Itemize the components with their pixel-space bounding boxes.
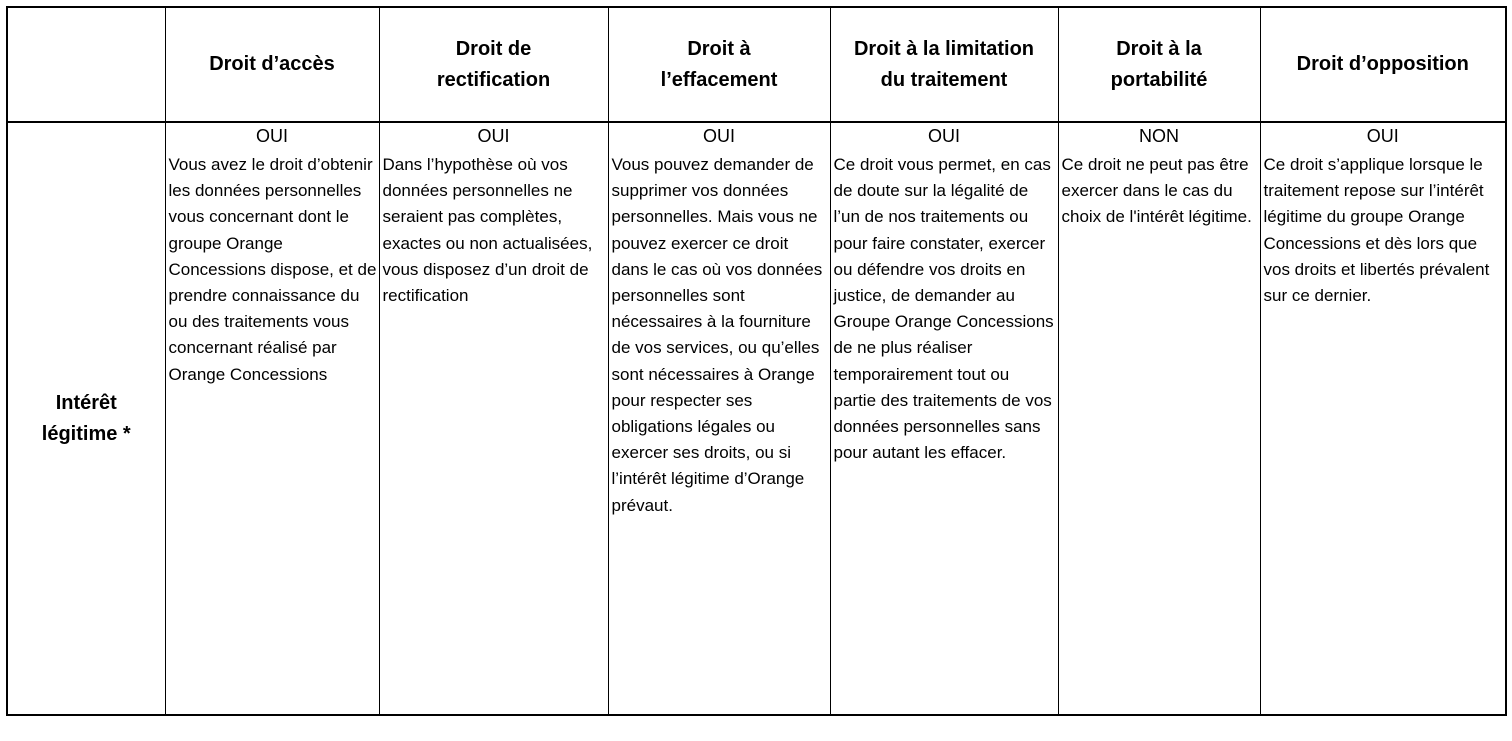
header-droit-portabilite (1058, 7, 1260, 122)
description-droit-effacement (608, 150, 830, 715)
row-label-interet-legitime (7, 122, 165, 715)
header-droit-opposition: Droit d’opposition (1260, 7, 1506, 122)
description-droit-opposition (1260, 150, 1506, 715)
corner-cell (7, 7, 165, 122)
description-droit-rectification (379, 150, 608, 715)
description-droit-rectification-text: Dans l’hypothèse où vos données personnelles ne seraient pas complètes, exactes ou non actualisées, vous disposez d’un droit de rectification (382, 155, 593, 306)
header-droit-effacement-text: Droit à l’effacement (660, 37, 778, 91)
header-droit-effacement (608, 7, 830, 122)
description-droit-opposition-text: Ce droit s’applique lorsque le traitement repose sur l’intérêt légitime du groupe Orange Concessions et dès lors que vos droits et libertés prévalent sur ce dernier. (1263, 155, 1490, 306)
descriptions-row (7, 150, 1506, 715)
header-droit-portabilite-text: Droit à la portabilité (1110, 37, 1208, 91)
value-droit-effacement: OUI (608, 122, 830, 150)
value-droit-opposition: OUI (1260, 122, 1506, 150)
header-droit-rectification (379, 7, 608, 122)
rights-table (6, 6, 1507, 716)
values-row (7, 122, 1506, 150)
value-droit-limitation: OUI (830, 122, 1058, 150)
value-droit-portabilite: NON (1058, 122, 1260, 150)
description-droit-portabilite-text: Ce droit ne peut pas être exercer dans le cas du choix de l'intérêt légitime. (1061, 155, 1252, 227)
description-droit-limitation-text: Ce droit vous permet, en cas de doute sur la légalité de l’un de nos traitements ou pour faire constater, exercer ou défendre vos droits en justice, de demander au Groupe Orange Concessions de ne plus réaliser temporairement tout ou partie des traitements de vos données personnelles sans pour autant les effacer. (833, 155, 1054, 463)
header-droit-acces: Droit d’accès (165, 7, 379, 122)
description-droit-acces (165, 150, 379, 715)
description-droit-portabilite (1058, 150, 1260, 715)
header-droit-limitation-text: Droit à la limitation du traitement (853, 37, 1035, 91)
row-label-text: Intérêt légitime * (41, 391, 131, 445)
header-droit-limitation (830, 7, 1058, 122)
description-droit-acces-text: Vous avez le droit d’obtenir les données personnelles vous concernant dont le groupe Orange Concessions dispose, et de prendre connaissance du ou des traitements vous concernant réalisé par Orange Concessions (168, 155, 377, 384)
description-droit-effacement-text: Vous pouvez demander de supprimer vos données personnelles. Mais vous ne pouvez exercer ce droit dans le cas où vos données personnelles sont nécessaires à la fourniture de vos services, ou qu’elles sont nécessaires à Orange pour respecter ses obligations légales ou exercer ses droits, ou si l’intérêt légitime d’Orange prévaut. (611, 155, 823, 515)
rights-table-container (6, 6, 1507, 716)
header-row (7, 7, 1506, 122)
description-droit-limitation (830, 150, 1058, 715)
value-droit-rectification: OUI (379, 122, 608, 150)
header-droit-rectification-text: Droit de rectification (436, 37, 551, 91)
value-droit-acces: OUI (165, 122, 379, 150)
